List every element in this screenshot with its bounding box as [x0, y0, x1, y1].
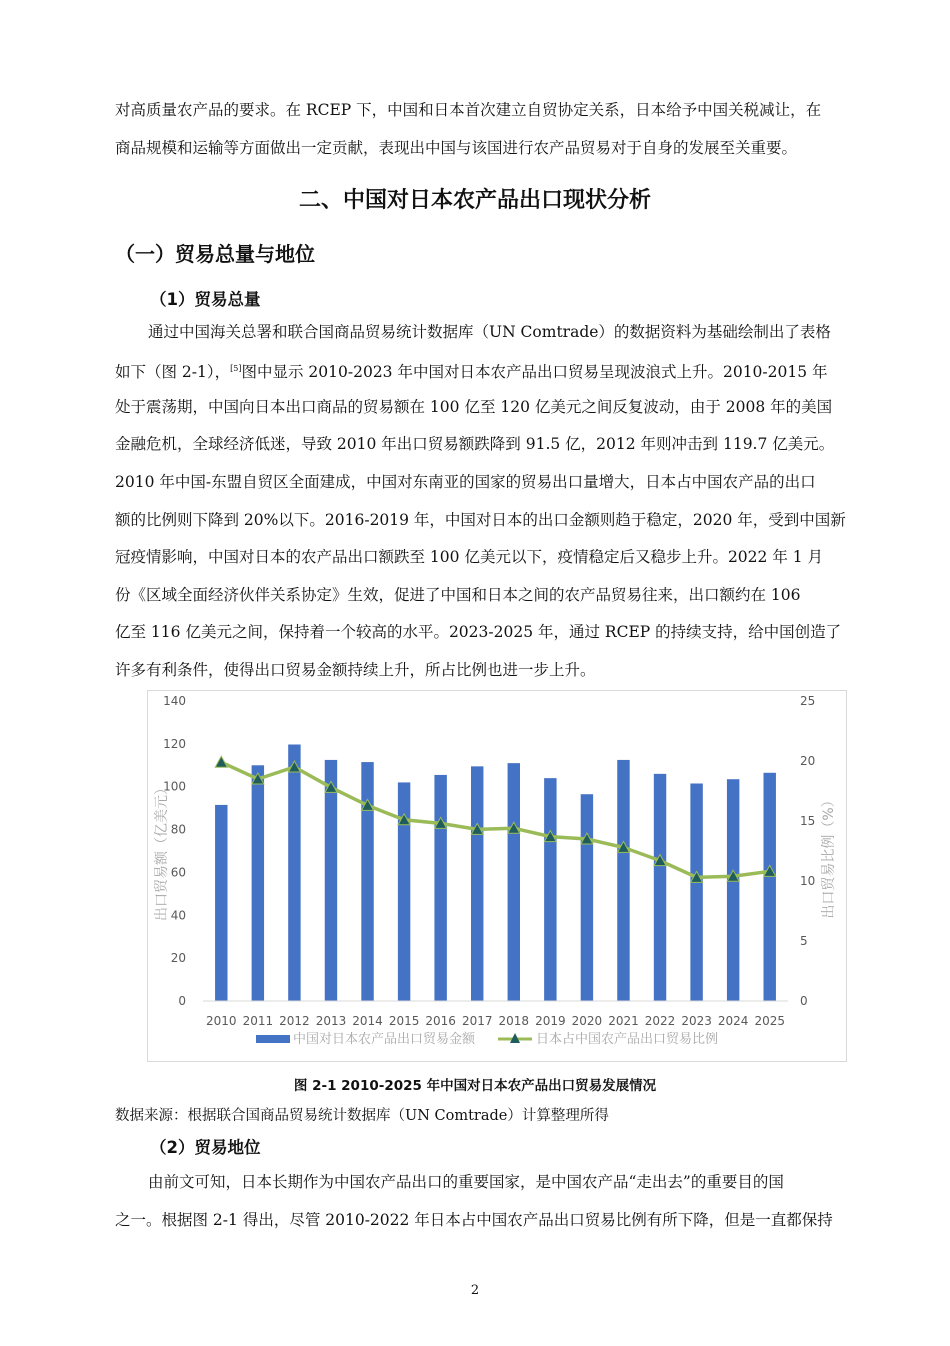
- body-text-line: 通过中国海关总署和联合国商品贸易统计数据库（UN Comtrade）的数据资料为基础绘制出了表格: [148, 323, 831, 341]
- x-axis-tick-label: 2013: [315, 1014, 347, 1028]
- amount-bar: [617, 760, 629, 1001]
- section-title: 二、中国对日本农产品出口现状分析: [298, 188, 651, 213]
- x-axis-tick-label: 2020: [571, 1014, 603, 1028]
- x-axis-tick-label: 2017: [461, 1014, 493, 1028]
- left-axis-tick-label: 60: [170, 865, 186, 880]
- data-source-note: 数据来源：根据联合国商品贸易统计数据库（UN Comtrade）计算整理所得: [115, 1108, 609, 1124]
- subsubsection-title: （1）贸易总量: [150, 290, 261, 309]
- right-axis-tick-label: 25: [800, 694, 816, 708]
- subsection-title: （一）贸易总量与地位: [115, 242, 315, 266]
- amount-bar: [215, 805, 227, 1001]
- x-axis-tick-label: 2019: [535, 1014, 566, 1028]
- legend-bar-swatch: [256, 1035, 290, 1043]
- amount-bar: [508, 763, 520, 1001]
- left-axis-tick-label: 80: [170, 822, 186, 837]
- amount-bar: [434, 775, 446, 1001]
- ratio-point-marker: [215, 756, 227, 767]
- left-axis-tick-label: 120: [163, 736, 186, 751]
- x-axis-tick-label: 2021: [608, 1014, 639, 1028]
- right-axis-tick-label: 20: [800, 754, 816, 768]
- x-axis-tick-label: 2023: [681, 1014, 712, 1028]
- figure-caption: 图 2-1 2010-2025 年中国对日本农产品出口贸易发展情况: [293, 1078, 657, 1094]
- body-text-line: 许多有利条件，使得出口贸易金额持续上升，所占比例也进一步上升。: [115, 661, 596, 679]
- chart-frame: [147, 690, 847, 1062]
- left-axis-tick-label: 0: [178, 994, 186, 1008]
- x-axis-tick-label: 2022: [644, 1014, 676, 1028]
- amount-bar: [471, 766, 483, 1001]
- x-axis-tick-label: 2015: [388, 1014, 420, 1028]
- body-text-segment: 图中显示 2010-2023 年中国对日本农产品出口贸易呈现波浪式上升。2010-2015 年: [241, 363, 828, 382]
- body-text-line: 处于震荡期，中国向日本出口商品的贸易额在 100 亿至 120 亿美元之间反复波动，由于 2008 年的美国: [115, 398, 833, 416]
- x-axis-tick-label: 2012: [279, 1014, 310, 1028]
- amount-bar: [288, 745, 300, 1002]
- amount-bar: [581, 794, 593, 1001]
- body-text-line: 由前文可知，日本长期作为中国农产品出口的重要国家，是中国农产品“走出去”的重要目的国: [148, 1173, 784, 1191]
- body-text-line: [115, 359, 859, 382]
- ratio-series-line: [221, 762, 769, 877]
- left-axis-tick-label: 140: [163, 694, 186, 708]
- body-text-line: 冠疫情影响，中国对日本的农产品出口额跌至 100 亿美元以下，疫情稳定后又稳步上升。2022 年 1 月: [115, 548, 824, 566]
- right-axis-tick-label: 0: [800, 994, 808, 1008]
- right-axis-tick-label: 10: [800, 874, 816, 888]
- body-text-line: 2010 年中国-东盟自贸区全面建成，中国对东南亚的国家的贸易出口量增大，日本占中国农产品的出口: [115, 473, 816, 491]
- subsubsection-title: （2）贸易地位: [150, 1138, 261, 1157]
- legend-label-ratio: 日本占中国农产品出口贸易比例: [536, 1032, 719, 1047]
- amount-bar: [727, 779, 739, 1001]
- x-axis-tick-label: 2011: [242, 1014, 274, 1028]
- right-axis-title: 出口贸易比例（%）: [821, 793, 837, 919]
- x-axis-tick-label: 2016: [425, 1014, 456, 1028]
- page-number: 2: [470, 1283, 480, 1298]
- chart-legend: [256, 1031, 718, 1047]
- amount-bar: [252, 765, 264, 1001]
- citation-ref[interactable]: [5]: [230, 364, 242, 373]
- body-text-line: 份《区域全面经济伙伴关系协定》生效，促进了中国和日本之间的农产品贸易往来，出口额约在 106: [115, 586, 801, 604]
- left-axis-tick-label: 100: [163, 779, 186, 794]
- right-axis-tick-label: 15: [800, 814, 816, 828]
- amount-bar: [654, 774, 666, 1001]
- amount-bar: [361, 762, 373, 1001]
- x-axis-tick-label: 2024: [717, 1014, 749, 1028]
- amount-bar: [544, 778, 556, 1001]
- legend-label-amount: 中国对日本农产品出口贸易金额: [293, 1032, 476, 1047]
- right-axis-tick-label: 5: [800, 934, 808, 948]
- body-text-line: 对高质量农产品的要求。在 RCEP 下，中国和日本首次建立自贸协定关系，日本给予中国关税减让，在: [115, 101, 822, 119]
- body-text-line: 商品规模和运输等方面做出一定贡献，表现出中国与该国进行农产品贸易对于自身的发展至关重要。: [115, 139, 798, 157]
- body-text-line: 额的比例则下降到 20%以下。2016-2019 年，中国对日本的出口金额则趋于稳定，2020 年，受到中国新: [115, 511, 846, 529]
- x-axis-tick-label: 2010: [206, 1014, 237, 1028]
- body-text-line: 金融危机，全球经济低迷，导致 2010 年出口贸易额跌降到 91.5 亿，2012 年则冲击到 119.7 亿美元。: [115, 435, 835, 453]
- amount-bar: [690, 784, 702, 1002]
- left-axis-tick-label: 20: [170, 951, 186, 966]
- left-axis-title: 出口贸易额（亿美元）: [154, 781, 170, 921]
- x-axis-tick-label: 2018: [498, 1014, 530, 1028]
- combo-chart: [148, 691, 846, 1061]
- body-text-line: 亿至 116 亿美元之间，保持着一个较高的水平。2023-2025 年，通过 RCEP 的持续支持，给中国创造了: [115, 623, 842, 641]
- body-text-line: 之一。根据图 2-1 得出，尽管 2010-2022 年日本占中国农产品出口贸易比例有所下降，但是一直都保持: [115, 1211, 833, 1229]
- x-axis-tick-label: 2025: [754, 1014, 785, 1028]
- x-axis-tick-label: 2014: [352, 1014, 383, 1028]
- amount-bar: [764, 773, 776, 1001]
- amount-bar: [325, 760, 337, 1001]
- body-text-segment: 如下（图 2-1），: [115, 363, 231, 382]
- left-axis-tick-label: 40: [170, 908, 186, 923]
